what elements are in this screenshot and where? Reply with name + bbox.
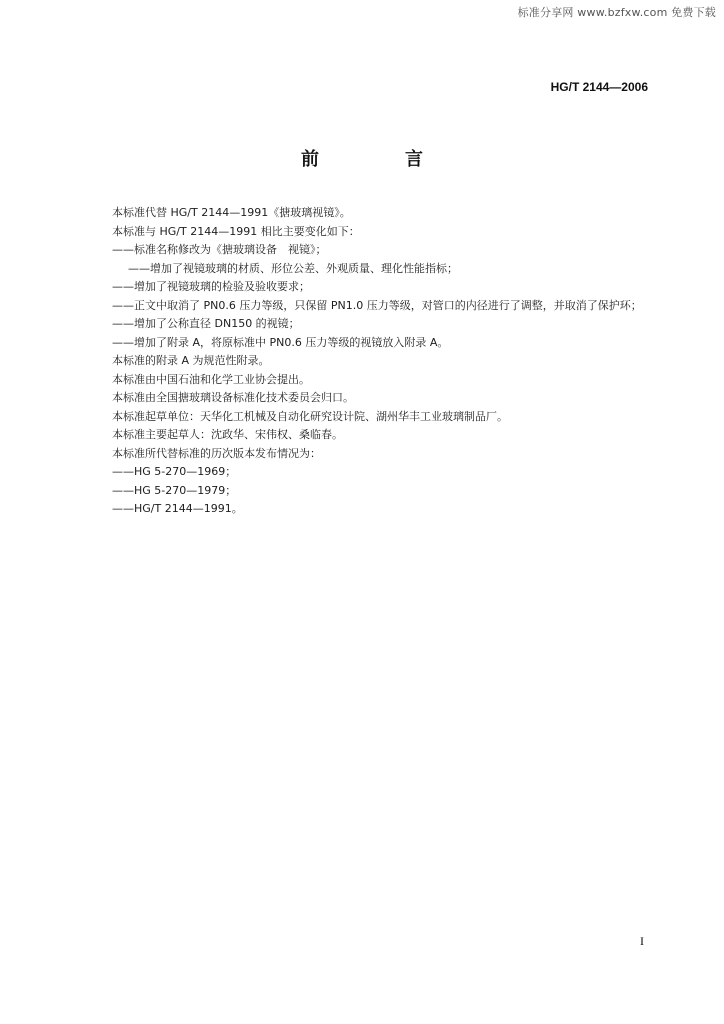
preface-list-item: ——HG/T 2144—1991。 <box>112 502 243 515</box>
preface-list-item: ——增加了视镜玻璃的检验及验收要求； <box>112 280 310 293</box>
page-title: 前 言 <box>301 149 457 170</box>
preface-line: 本标准由全国搪玻璃设备标准化技术委员会归口。 <box>112 391 354 404</box>
preface-list-item: ——增加了公称直径 DN150 的视镜； <box>112 317 300 330</box>
preface-line: 本标准主要起草人：沈政华、宋伟权、桑临春。 <box>112 428 343 441</box>
preface-list-item: ——HG 5-270—1969； <box>112 465 237 478</box>
preface-list-item: ——HG 5-270—1979； <box>112 483 237 497</box>
standard-code: HG/T 2144—2006 <box>550 80 648 94</box>
preface-list-item: ——增加了视镜玻璃的材质、形位公差、外观质量、理化性能指标； <box>128 261 458 275</box>
preface-line: 本标准由中国石油和化学工业协会提出。 <box>112 372 310 386</box>
preface-list-item: ——增加了附录 A，将原标准中 PN0.6 压力等级的视镜放入附录 A。 <box>112 335 449 349</box>
preface-body <box>80 204 660 519</box>
preface-line: 本标准的附录 A 为规范性附录。 <box>112 354 270 367</box>
preface-list-item: ——标准名称修改为《搪玻璃设备 视镜》； <box>112 243 327 256</box>
preface-list-item: ——正文中取消了 PN0.6 压力等级，只保留 PN1.0 压力等级，对管口的内径进行了调整，并取消了保护环； <box>112 298 642 312</box>
preface-line: 本标准所代替标准的历次版本发布情况为： <box>112 446 321 460</box>
page-number: I <box>640 934 644 948</box>
site-watermark: 标准分享网 www.bzfxw.com 免费下载 <box>517 6 716 19</box>
preface-line: 本标准代替 HG/T 2144—1991《搪玻璃视镜》。 <box>112 206 351 219</box>
preface-line: 本标准与 HG/T 2144—1991 相比主要变化如下： <box>112 224 360 238</box>
preface-line: 本标准起草单位：天华化工机械及自动化研究设计院、湖州华丰工业玻璃制品厂。 <box>112 409 508 423</box>
